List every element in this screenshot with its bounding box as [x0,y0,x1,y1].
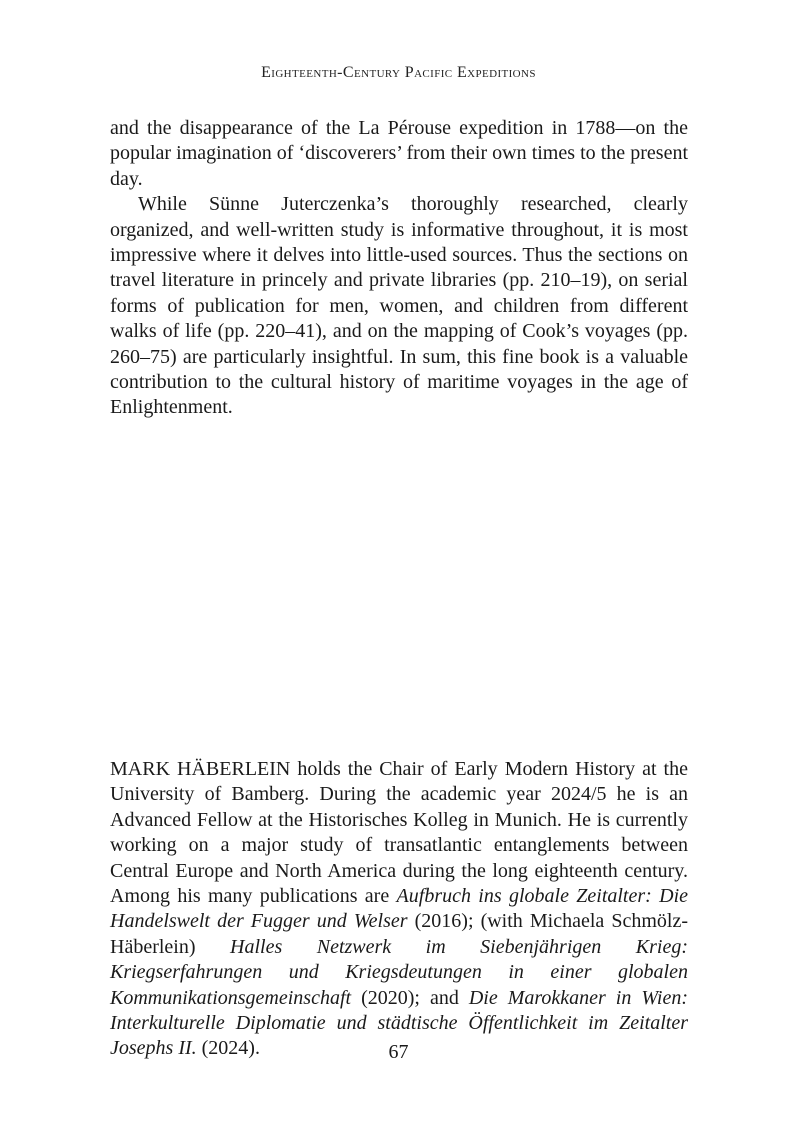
review-paragraph-1: and the disappearance of the La Pérouse expedition in 1788—on the popular imagination of ‘discoverers’ from their own times to the present day. [110,117,688,190]
bio-intro: MARK HÄBERLEIN holds the Chair of Early Modern History at the University of Bamberg. During the academic year 2024/5 he is an Advanced Fellow at the Historisches Kolleg in Munich. He is currently working on a major study of transatlantic entanglements between Central Europe and North America during the long eighteenth century. Among his many publications are [110,758,688,908]
book-title-2: Halles Netzwerk im Siebenjährigen Krieg: Kriegserfahrungen und Kriegsdeutungen in einer globalen Kommunikationsgemeinschaft [110,935,688,1009]
bio-paragraph [110,757,688,1062]
author-bio [110,757,688,1062]
book-title-1: Aufbruch ins globale Zeitalter: Die Handelswelt der Fugger und Welser [110,885,689,933]
review-paragraph-2: While Sünne Juterczenka’s thoroughly researched, clearly organized, and well-written study is informative throughout, it is most impressive where it delves into little-used sources. Thus the sections on travel literature in princely and private libraries (pp. 210–19), on serial forms of publication for men, women, and children from different walks of life (pp. 220–41), and on the mapping of Cook’s voyages (pp. 260–75) are particularly insightful. In sum, this fine book is a valuable contribution to the cultural history of maritime voyages in the age of Enlightenment. [110,193,688,419]
book-title-3: Die Marokkaner in Wien: Interkulturelle Diplomatie und städtische Öffentlichkeit im Zeitalter Josephs II. [110,986,688,1060]
review-body [110,116,688,421]
book-note-3: (2024). [196,1037,260,1060]
book-note-1: (2016); (with Michaela Schmölz-Häberlein) [110,910,688,958]
page-number: 67 [388,1041,409,1063]
running-head: Eighteenth-Century Pacific Expeditions [261,64,536,81]
book-note-2: (2020); and [351,986,469,1009]
